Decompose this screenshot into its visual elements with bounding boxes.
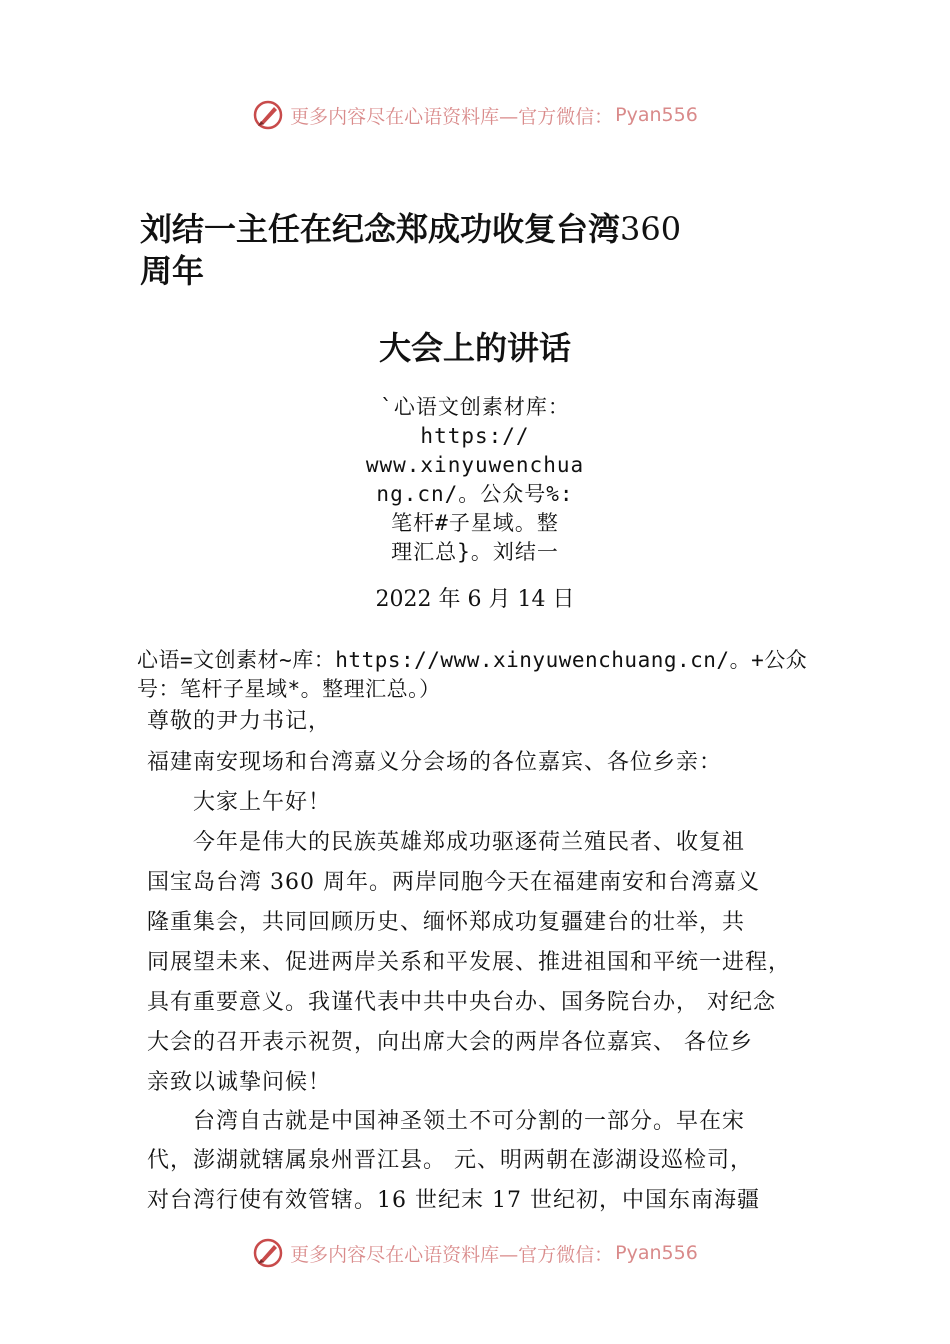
body-line: 今年是伟大的民族英雄郑成功驱逐荷兰殖民者、收复祖 — [147, 830, 746, 855]
body-line: 尊敬的尹力书记， — [147, 709, 332, 734]
subtitle-line: 理汇总}。刘结一 — [391, 540, 559, 564]
subtitle-line: https:// — [420, 424, 530, 448]
body-line: 国宝岛台湾 360 周年。两岸同胞今天在福建南安和台湾嘉义 — [147, 870, 760, 895]
body-line: 福建南安现场和台湾嘉义分会场的各位嘉宾、各位乡亲： — [147, 750, 723, 775]
subtitle-line: ng.cn/。公众号%: — [376, 482, 574, 506]
body-line: 隆重集会，共同回顾历史、缅怀郑成功复疆建台的壮举，共 — [147, 910, 746, 935]
subtitle-line: www.xinyuwenchua — [365, 453, 585, 477]
watermark-text: 更多内容尽在心语资料库—官方微信： — [290, 1243, 614, 1266]
watermark-wechat-id: Pyan556 — [615, 1242, 698, 1264]
title-line1-number: 360 — [620, 210, 682, 248]
body-line: 亲致以诚挚问候！ — [147, 1070, 332, 1095]
body-line: 具有重要意义。我谨代表中共中央台办、国务院台办， 对纪念 — [147, 990, 776, 1015]
body-line: 对台湾行使有效管辖。16 世纪末 17 世纪初，中国东南海疆 — [147, 1188, 760, 1213]
document-title — [140, 208, 780, 292]
title-line1-text: 刘结一主任在纪念郑成功收复台湾 — [140, 210, 621, 248]
watermark-footer — [0, 1236, 950, 1270]
subtitle-block — [365, 393, 585, 567]
speech-date: 2022 年 6 月 14 日 — [375, 587, 575, 612]
source-note: 心语=文创素材~库：https://www.xinyuwenchuang.cn/。+公众号：笔杆子星域*。整理汇总。） — [137, 648, 808, 701]
brush-logo-icon — [252, 1237, 284, 1269]
subtitle-line: `心语文创素材库： — [380, 395, 570, 419]
document-title-line3: 大会上的讲话 — [378, 329, 571, 367]
brush-logo-icon — [252, 99, 284, 131]
body-line: 大家上午好！ — [147, 790, 332, 815]
body-line: 代，澎湖就辖属泉州晋江县。 元、明两朝在澎湖设巡检司， — [147, 1148, 753, 1173]
title-line2: 周年 — [140, 252, 205, 290]
body-line: 大会的召开表示祝贺，向出席大会的两岸各位嘉宾、 各位乡 — [147, 1030, 753, 1055]
watermark-header — [0, 98, 950, 132]
watermark-wechat-id: Pyan556 — [615, 104, 698, 126]
body-line: 同展望未来、促进两岸关系和平发展、推进祖国和平统一进程， — [147, 950, 792, 975]
subtitle-line: 笔杆#子星域。整 — [391, 511, 559, 535]
body-line: 台湾自古就是中国神圣领土不可分割的一部分。早在宋 — [147, 1109, 746, 1134]
watermark-text: 更多内容尽在心语资料库—官方微信： — [290, 105, 614, 128]
